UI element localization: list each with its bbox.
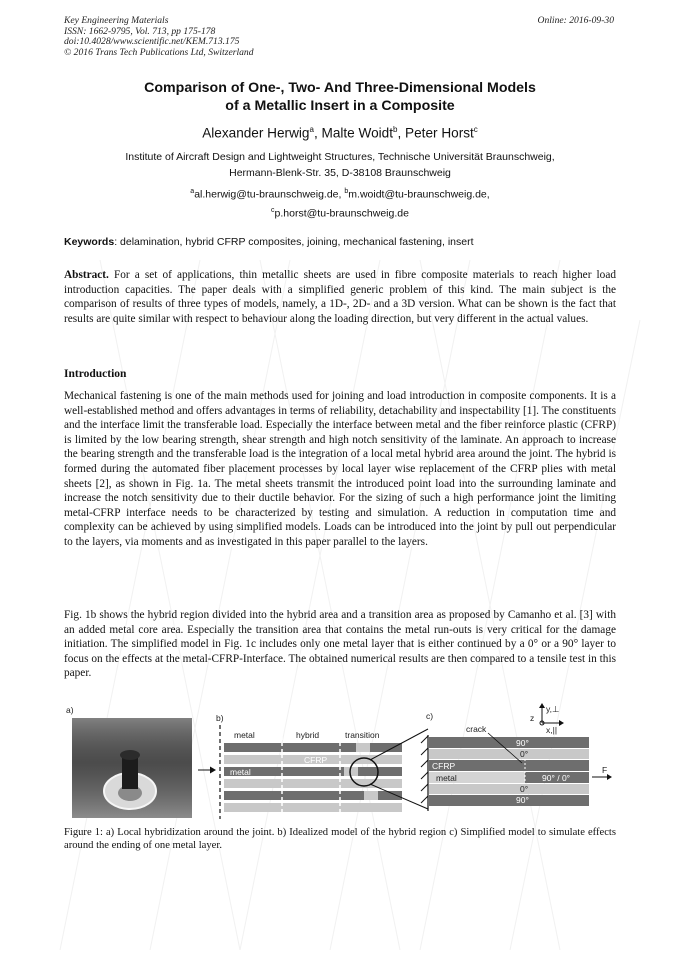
label-metal: metal xyxy=(436,773,457,783)
author-list xyxy=(64,122,616,142)
introduction-paragraph-1: Mechanical fastening is one of the main methods used for joining and load introduction in composite components. It is a well-established method and offers advantages in terms of reliability, detachability and inspectability [1]. The constituents and the interface limit the transferable load. Especially the interface between metal and the fiber reinforce plastic (CFRP) is limited by the low bearing strength, shear strength and high notch sensitivity of the laminate. An approach to increase the bearing strength and the transferable load is the integration of a local metal hybrid area around the joint. The hybrid is formed during the automated fiber placement processes by local layer wise replacement of the CFRP plies with metal sheets [2], as shown in Fig. 1a. The metal sheets transmit the introduced point load into the surrounding laminate and increase the notch sensitivity due to their ductile behavior. For the sizing of such a high performance joint the limiting metal-CFRP interface needs to be characterized by testing and simulation. A reduction in computation time and complexity can be achieved by using simplified models. Loads can be introduced into the joint by pull out perpendicular to the layers, via moments and as investigated in this paper parallel to the layers. xyxy=(64,390,616,548)
email-mark: b xyxy=(344,188,349,195)
arrow-to-b xyxy=(198,767,216,774)
figure-1 xyxy=(64,703,616,821)
panel-c-label: c) xyxy=(426,711,434,721)
introduction-heading: Introduction xyxy=(64,368,127,380)
axis-x-label: x,|| xyxy=(546,725,558,735)
title-line-1: Comparison of One-, Two- And Three-Dimensional Models xyxy=(144,80,536,96)
author-separator: , xyxy=(397,125,406,141)
email-c[interactable]: p.horst@tu-braunschweig.de xyxy=(274,207,409,220)
affiliation-line-1: Institute of Aircraft Design and Lightweight Structures, Technische Universität Braunschweig, xyxy=(125,151,555,163)
label-cfrp: CFRP xyxy=(432,761,456,771)
force-label: F xyxy=(602,765,608,775)
axis-z-label: z xyxy=(530,713,535,723)
email-mark: c xyxy=(271,207,275,214)
simplified-laminate-model xyxy=(429,737,589,806)
email-separator: , xyxy=(338,188,345,201)
doi-line: doi:10.4028/www.scientific.net/KEM.713.175 xyxy=(64,36,240,48)
label-90-0: 90° / 0° xyxy=(542,773,571,783)
keywords-label: Keywords xyxy=(64,236,115,248)
label-90-bottom: 90° xyxy=(516,795,529,805)
label-0-bottom: 0° xyxy=(520,784,529,794)
author-mark: b xyxy=(393,125,398,134)
abstract-text: For a set of applications, thin metallic sheets are used in fibre composite materials to reach higher load introduction capacities. The paper deals with a simplified generic problem of this kind. The main subject is the comparison of results of three types of models, namely, a 1D-, 2D- and a 3D version. What can be shown is the fact that results are quite similar with respect to behaviour along the loading direction, but very different in the actual values. xyxy=(64,269,616,325)
paper-title xyxy=(64,80,616,115)
clamped-support xyxy=(421,735,428,811)
issn-line: ISSN: 1662-9795, Vol. 713, pp 175-178 xyxy=(64,25,216,37)
label-90-top: 90° xyxy=(516,738,529,748)
title-line-2: of a Metallic Insert in a Composite xyxy=(225,97,455,114)
axis-y-label: y,⊥ xyxy=(546,704,560,714)
label-metal-layer: metal xyxy=(230,767,251,777)
label-cfrp-layer: CFRP xyxy=(304,755,328,765)
email-b[interactable]: m.woidt@tu-braunschweig.de, xyxy=(348,188,490,201)
author-separator: , xyxy=(313,125,322,141)
figure-1-caption: Figure 1: a) Local hybridization around the joint. b) Idealized model of the hybrid region c) Simplified model to simulate effects around the ending of one metal layer. xyxy=(64,827,616,852)
author-mark: c xyxy=(473,125,478,134)
affiliation-line-2: Hermann-Blenk-Str. 35, D-38108 Braunschweig xyxy=(229,166,451,179)
label-metal-area: metal xyxy=(234,730,255,740)
abstract xyxy=(64,268,616,326)
email-mark: a xyxy=(190,188,195,195)
label-crack: crack xyxy=(466,724,487,734)
label-transition-area: transition xyxy=(345,730,380,740)
journal-header xyxy=(64,16,254,58)
author-name: Malte Woidt xyxy=(321,125,394,141)
online-date: Online: 2016-09-30 xyxy=(537,15,614,26)
author-emails xyxy=(64,184,616,222)
journal-name: Key Engineering Materials xyxy=(64,15,169,26)
figure-1-graphic xyxy=(64,703,616,821)
label-0-top: 0° xyxy=(520,749,529,759)
abstract-label: Abstract. xyxy=(64,269,109,281)
copyright-line: © 2016 Trans Tech Publications Ltd, Switzerland xyxy=(64,46,254,58)
introduction-paragraph-2: Fig. 1b shows the hybrid region divided into the hybrid area and a transition area as proposed by Camanho et al. [3] with an added metal core area. Especially the transition area that contains the metal run-outs is very critical for the damage initiation. The simplified model in Fig. 1c includes only one metal layer that is either continued by a 0° or a 90° layer to focus on the effects at the metal-CFRP-Interface. The obtained numerical results are then compared to a tensile test in this paper. xyxy=(64,609,616,680)
panel-b-label: b) xyxy=(216,713,224,723)
author-name: Alexander Herwig xyxy=(202,125,310,141)
keywords-text: : delamination, hybrid CFRP composites, joining, mechanical fastening, insert xyxy=(114,236,474,248)
keywords xyxy=(64,235,616,249)
panel-a-label: a) xyxy=(66,705,74,715)
affiliation xyxy=(64,150,616,181)
hybrid-joint-photo xyxy=(72,718,192,818)
label-hybrid-area: hybrid xyxy=(296,730,320,740)
author-mark: a xyxy=(309,125,314,134)
email-a[interactable]: al.herwig@tu-braunschweig.de xyxy=(194,188,339,201)
author-name: Peter Horst xyxy=(405,125,474,141)
